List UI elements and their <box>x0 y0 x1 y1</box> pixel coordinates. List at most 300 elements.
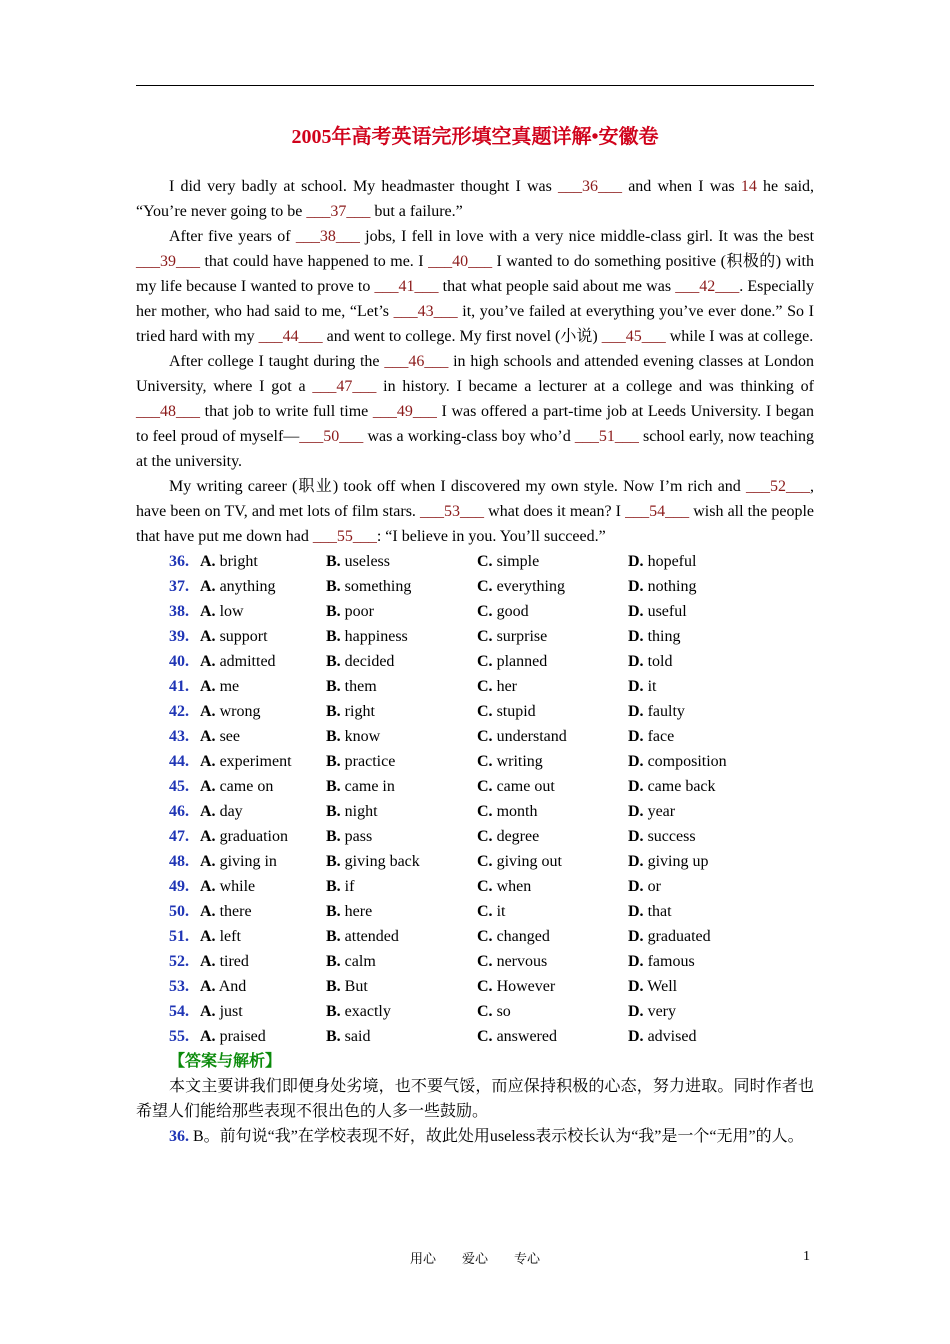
option-a <box>200 774 326 799</box>
option-letter: D. <box>628 953 644 970</box>
option-letter: D. <box>628 803 644 820</box>
option-text: giving back <box>344 853 420 870</box>
option-text: useful <box>647 603 687 620</box>
option-text: success <box>647 828 696 845</box>
option-d <box>628 574 778 599</box>
option-text: her <box>496 678 517 695</box>
option-text: giving out <box>496 853 562 870</box>
option-d <box>628 549 778 574</box>
option-text: month <box>496 803 538 820</box>
question-number: 45. <box>169 778 189 795</box>
option-text: them <box>344 678 377 695</box>
option-text: understand <box>496 728 567 745</box>
blank-49: ___49___ <box>372 403 437 420</box>
option-text: Well <box>647 978 678 995</box>
option-c <box>477 749 628 774</box>
option-b <box>326 649 477 674</box>
option-letter: D. <box>628 878 644 895</box>
option-a <box>200 624 326 649</box>
option-d <box>628 1024 778 1049</box>
option-text: nervous <box>496 953 548 970</box>
option-text: while <box>219 878 256 895</box>
question-number: 53. <box>169 978 189 995</box>
option-letter: B. <box>326 828 341 845</box>
option-letter: D. <box>628 753 644 770</box>
answer-36-text: B。前句说“我”在学校表现不好，故此处用useless表示校长认为“我”是一个“无用”的人。 <box>189 1128 804 1145</box>
option-d <box>628 774 778 799</box>
option-text: However <box>496 978 556 995</box>
option-letter: A. <box>200 753 216 770</box>
option-text: attended <box>344 928 399 945</box>
option-d <box>628 999 778 1024</box>
blank-51: ___51___ <box>574 428 639 445</box>
option-letter: B. <box>326 703 341 720</box>
question-options <box>136 549 814 1049</box>
option-text: praised <box>219 1028 266 1045</box>
option-d <box>628 674 778 699</box>
option-c <box>477 824 628 849</box>
blank-41: ___41___ <box>374 278 439 295</box>
option-a <box>200 574 326 599</box>
option-letter: B. <box>326 653 341 670</box>
option-text: tired <box>219 953 249 970</box>
option-letter: B. <box>326 678 341 695</box>
option-letter: C. <box>477 578 493 595</box>
answer-36-number: 36. <box>169 1128 189 1145</box>
option-c <box>477 674 628 699</box>
option-text: good <box>496 603 529 620</box>
option-letter: A. <box>200 653 216 670</box>
option-text: exactly <box>344 1003 391 1020</box>
option-c <box>477 974 628 999</box>
option-letter: A. <box>200 628 216 645</box>
option-c <box>477 574 628 599</box>
blank-40: ___40___ <box>428 253 493 270</box>
option-letter: C. <box>477 628 493 645</box>
option-d <box>628 649 778 674</box>
option-text: useless <box>344 553 390 570</box>
question-row <box>136 799 814 824</box>
option-d <box>628 849 778 874</box>
option-b <box>326 749 477 774</box>
header-rule <box>136 85 814 86</box>
option-text: told <box>647 653 673 670</box>
blank-42: ___42___ <box>675 278 740 295</box>
question-number: 52. <box>169 953 189 970</box>
option-text: decided <box>344 653 395 670</box>
option-b <box>326 849 477 874</box>
option-text: came back <box>647 778 716 795</box>
question-number: 43. <box>169 728 189 745</box>
option-c <box>477 949 628 974</box>
footer-motto: 用心 爱心 专心 <box>409 1251 540 1266</box>
question-row <box>136 749 814 774</box>
question-number: 36. <box>169 553 189 570</box>
option-letter: C. <box>477 753 493 770</box>
question-row <box>136 549 814 574</box>
option-letter: B. <box>326 853 341 870</box>
option-text: poor <box>344 603 374 620</box>
option-letter: B. <box>326 578 341 595</box>
option-a <box>200 874 326 899</box>
option-letter: A. <box>200 803 216 820</box>
question-row <box>136 774 814 799</box>
option-text: wrong <box>219 703 261 720</box>
option-a <box>200 599 326 624</box>
question-number: 49. <box>169 878 189 895</box>
option-letter: D. <box>628 628 644 645</box>
option-text: planned <box>496 653 548 670</box>
option-letter: A. <box>200 828 216 845</box>
option-a <box>200 924 326 949</box>
option-d <box>628 824 778 849</box>
option-letter: A. <box>200 1028 216 1045</box>
option-b <box>326 974 477 999</box>
option-letter: C. <box>477 803 493 820</box>
option-letter: C. <box>477 953 493 970</box>
option-a <box>200 899 326 924</box>
option-letter: D. <box>628 653 644 670</box>
option-b <box>326 899 477 924</box>
option-c <box>477 924 628 949</box>
option-text: came in <box>344 778 395 795</box>
question-row <box>136 599 814 624</box>
question-number: 55. <box>169 1028 189 1045</box>
option-letter: D. <box>628 978 644 995</box>
option-c <box>477 549 628 574</box>
option-letter: C. <box>477 603 493 620</box>
option-c <box>477 624 628 649</box>
option-b <box>326 874 477 899</box>
option-letter: C. <box>477 1028 493 1045</box>
option-text: so <box>496 1003 511 1020</box>
option-d <box>628 974 778 999</box>
option-b <box>326 949 477 974</box>
option-d <box>628 874 778 899</box>
option-letter: A. <box>200 878 216 895</box>
option-c <box>477 999 628 1024</box>
option-text: pass <box>344 828 373 845</box>
option-a <box>200 999 326 1024</box>
question-number: 39. <box>169 628 189 645</box>
option-letter: C. <box>477 903 493 920</box>
option-letter: D. <box>628 928 644 945</box>
option-letter: D. <box>628 1003 644 1020</box>
option-c <box>477 774 628 799</box>
passage-paragraph-1: I did very badly at school. My headmaster thought I was ___36___ and when I was 14 he said, “You’re never going to be ___37___ but a failure.” <box>136 178 815 220</box>
option-letter: A. <box>200 553 216 570</box>
option-text: bright <box>219 553 258 570</box>
option-letter: C. <box>477 1003 493 1020</box>
option-letter: C. <box>477 778 493 795</box>
option-text: simple <box>496 553 540 570</box>
option-letter: B. <box>326 978 341 995</box>
blank-46: ___46___ <box>384 353 449 370</box>
option-letter: C. <box>477 978 493 995</box>
option-b <box>326 624 477 649</box>
option-d <box>628 949 778 974</box>
option-text: hopeful <box>647 553 697 570</box>
option-text: it <box>496 903 506 920</box>
option-letter: D. <box>628 678 644 695</box>
option-a <box>200 549 326 574</box>
option-letter: D. <box>628 703 644 720</box>
option-letter: A. <box>200 578 216 595</box>
option-a <box>200 824 326 849</box>
option-text: graduated <box>647 928 711 945</box>
option-text: came on <box>219 778 274 795</box>
option-letter: B. <box>326 928 341 945</box>
option-b <box>326 574 477 599</box>
answer-heading: 【答案与解析】 <box>169 1053 282 1070</box>
blank-36: ___36___ <box>558 178 623 195</box>
option-b <box>326 799 477 824</box>
option-b <box>326 999 477 1024</box>
option-a <box>200 674 326 699</box>
option-letter: A. <box>200 853 216 870</box>
option-text: something <box>344 578 412 595</box>
option-letter: C. <box>477 728 493 745</box>
question-row <box>136 824 814 849</box>
option-text: very <box>647 1003 676 1020</box>
answer-intro: 本文主要讲我们即便身处劣境，也不要气馁，而应保持积极的心态，努力进取。同时作者也希望人们能给那些表现不很出色的人多一些鼓励。 <box>136 1078 814 1120</box>
option-b <box>326 549 477 574</box>
option-text: happiness <box>344 628 408 645</box>
option-a <box>200 949 326 974</box>
passage-paragraph-2: After five years of ___38___ jobs, I fell in love with a very nice middle-class girl. It was the best ___39___ that could have happened to me. I ___40___ I wanted to do something positive (积极的) with my life because I wanted to prove to ___41___ that what people said about me was ___42___. Especially her mother, who had said to me, “Let’s ___43___ it, you’ve failed at everything you’ve ever done.” So I tried hard with my ___44___ and went to college. My first novel (小说) ___45___ while I was at college. <box>136 228 815 345</box>
option-letter: B. <box>326 628 341 645</box>
blank-37: ___37___ <box>306 203 371 220</box>
option-letter: A. <box>200 928 216 945</box>
option-a <box>200 1024 326 1049</box>
option-letter: A. <box>200 703 216 720</box>
option-text: But <box>344 978 368 995</box>
option-letter: A. <box>200 903 216 920</box>
option-b <box>326 724 477 749</box>
option-text: that <box>647 903 672 920</box>
question-number: 46. <box>169 803 189 820</box>
option-text: stupid <box>496 703 536 720</box>
option-letter: C. <box>477 653 493 670</box>
question-number: 42. <box>169 703 189 720</box>
option-text: anything <box>219 578 276 595</box>
blank-55: ___55___ <box>312 528 377 545</box>
option-c <box>477 799 628 824</box>
question-number: 50. <box>169 903 189 920</box>
question-row <box>136 674 814 699</box>
option-text: thing <box>647 628 681 645</box>
option-d <box>628 699 778 724</box>
question-number: 47. <box>169 828 189 845</box>
option-letter: C. <box>477 878 493 895</box>
option-c <box>477 699 628 724</box>
option-d <box>628 749 778 774</box>
blank-39: ___39___ <box>136 253 200 270</box>
option-letter: B. <box>326 778 341 795</box>
passage-paragraph-4: My writing career (职业) took off when I discovered my own style. Now I’m rich and ___52___, have been on TV, and met lots of film stars. ___53___ what does it mean? I ___54___ wish all the people that have put me down had ___55___: “I believe in you. You’ll succeed.” <box>136 478 814 545</box>
option-letter: D. <box>628 828 644 845</box>
option-letter: C. <box>477 678 493 695</box>
option-text: answered <box>496 1028 557 1045</box>
question-row <box>136 1024 814 1049</box>
option-b <box>326 674 477 699</box>
option-text: calm <box>344 953 376 970</box>
option-a <box>200 974 326 999</box>
question-number: 44. <box>169 753 189 770</box>
option-letter: A. <box>200 678 216 695</box>
option-letter: D. <box>628 578 644 595</box>
option-b <box>326 824 477 849</box>
option-text: giving up <box>647 853 709 870</box>
blank-53: ___53___ <box>420 503 485 520</box>
question-number: 54. <box>169 1003 189 1020</box>
option-text: me <box>219 678 240 695</box>
option-c <box>477 1024 628 1049</box>
question-row <box>136 624 814 649</box>
option-text: faulty <box>647 703 685 720</box>
option-c <box>477 599 628 624</box>
option-text: if <box>344 878 355 895</box>
option-letter: B. <box>326 878 341 895</box>
option-letter: D. <box>628 603 644 620</box>
option-text: graduation <box>219 828 288 845</box>
question-row <box>136 724 814 749</box>
option-text: everything <box>496 578 565 595</box>
option-d <box>628 624 778 649</box>
option-text: giving in <box>219 853 277 870</box>
option-text: changed <box>496 928 550 945</box>
option-text: see <box>219 728 240 745</box>
option-text: day <box>219 803 243 820</box>
option-letter: D. <box>628 553 644 570</box>
option-letter: A. <box>200 953 216 970</box>
option-d <box>628 924 778 949</box>
option-text: degree <box>496 828 540 845</box>
option-letter: A. <box>200 978 216 995</box>
option-text: experiment <box>219 753 292 770</box>
question-number: 51. <box>169 928 189 945</box>
option-c <box>477 874 628 899</box>
blank-54: ___54___ <box>625 503 690 520</box>
option-letter: C. <box>477 828 493 845</box>
option-text: right <box>344 703 375 720</box>
option-text: practice <box>344 753 396 770</box>
question-row <box>136 874 814 899</box>
option-text: admitted <box>219 653 276 670</box>
option-text: just <box>219 1003 243 1020</box>
option-a <box>200 799 326 824</box>
option-text: left <box>219 928 241 945</box>
option-letter: D. <box>628 903 644 920</box>
option-b <box>326 699 477 724</box>
option-b <box>326 774 477 799</box>
option-a <box>200 749 326 774</box>
option-d <box>628 599 778 624</box>
option-a <box>200 649 326 674</box>
option-text: night <box>344 803 378 820</box>
option-c <box>477 724 628 749</box>
option-b <box>326 599 477 624</box>
option-text: writing <box>496 753 543 770</box>
option-text: surprise <box>496 628 548 645</box>
option-letter: D. <box>628 1028 644 1045</box>
option-letter: B. <box>326 903 341 920</box>
question-row <box>136 574 814 599</box>
question-row <box>136 849 814 874</box>
question-row <box>136 899 814 924</box>
document-body <box>136 174 814 1149</box>
passage-paragraph-3: After college I taught during the ___46___ in high schools and attended evening classes at London University, where I got a ___47___ in history. I became a lecturer at a college and was thinking of ___48___ that job to write full time ___49___ I was offered a part-time job at Leeds University. I began to feel proud of myself—___50___ was a working-class boy who’d ___51___ school early, now teaching at the university. <box>136 353 815 470</box>
option-letter: C. <box>477 928 493 945</box>
option-letter: A. <box>200 778 216 795</box>
blank-52: ___52___ <box>746 478 810 495</box>
option-letter: B. <box>326 803 341 820</box>
option-text: year <box>647 803 676 820</box>
option-text: there <box>219 903 252 920</box>
page-number: 1 <box>803 1249 810 1264</box>
question-number: 41. <box>169 678 189 695</box>
option-text: face <box>647 728 675 745</box>
option-c <box>477 849 628 874</box>
option-text: here <box>344 903 373 920</box>
option-b <box>326 924 477 949</box>
option-text: support <box>219 628 268 645</box>
blank-47: ___47___ <box>312 378 377 395</box>
question-row <box>136 999 814 1024</box>
blank-45: ___45___ <box>601 328 666 345</box>
option-text: And <box>218 978 247 995</box>
option-letter: A. <box>200 728 216 745</box>
question-row <box>136 649 814 674</box>
option-text: famous <box>647 953 695 970</box>
blank-44: ___44___ <box>258 328 323 345</box>
option-letter: A. <box>200 1003 216 1020</box>
option-c <box>477 899 628 924</box>
option-d <box>628 724 778 749</box>
question-number: 38. <box>169 603 189 620</box>
question-row <box>136 699 814 724</box>
option-a <box>200 699 326 724</box>
option-letter: C. <box>477 703 493 720</box>
option-b <box>326 1024 477 1049</box>
question-row <box>136 974 814 999</box>
option-letter: B. <box>326 1028 341 1045</box>
question-row <box>136 924 814 949</box>
option-text: advised <box>647 1028 697 1045</box>
blank-38: ___38___ <box>295 228 360 245</box>
blank-48: ___48___ <box>136 403 200 420</box>
option-letter: A. <box>200 603 216 620</box>
option-letter: C. <box>477 553 493 570</box>
option-letter: B. <box>326 728 341 745</box>
option-a <box>200 849 326 874</box>
option-letter: B. <box>326 753 341 770</box>
option-letter: B. <box>326 1003 341 1020</box>
option-text: know <box>344 728 381 745</box>
option-text: said <box>344 1028 371 1045</box>
option-letter: D. <box>628 778 644 795</box>
blank-50: ___50___ <box>299 428 364 445</box>
answer-36 <box>136 1124 814 1149</box>
option-letter: D. <box>628 728 644 745</box>
page-title: 2005年高考英语完形填空真题详解•安徽卷 <box>291 126 659 148</box>
option-text: came out <box>496 778 555 795</box>
question-number: 40. <box>169 653 189 670</box>
option-text: or <box>647 878 661 895</box>
option-d <box>628 799 778 824</box>
option-c <box>477 649 628 674</box>
option-letter: C. <box>477 853 493 870</box>
